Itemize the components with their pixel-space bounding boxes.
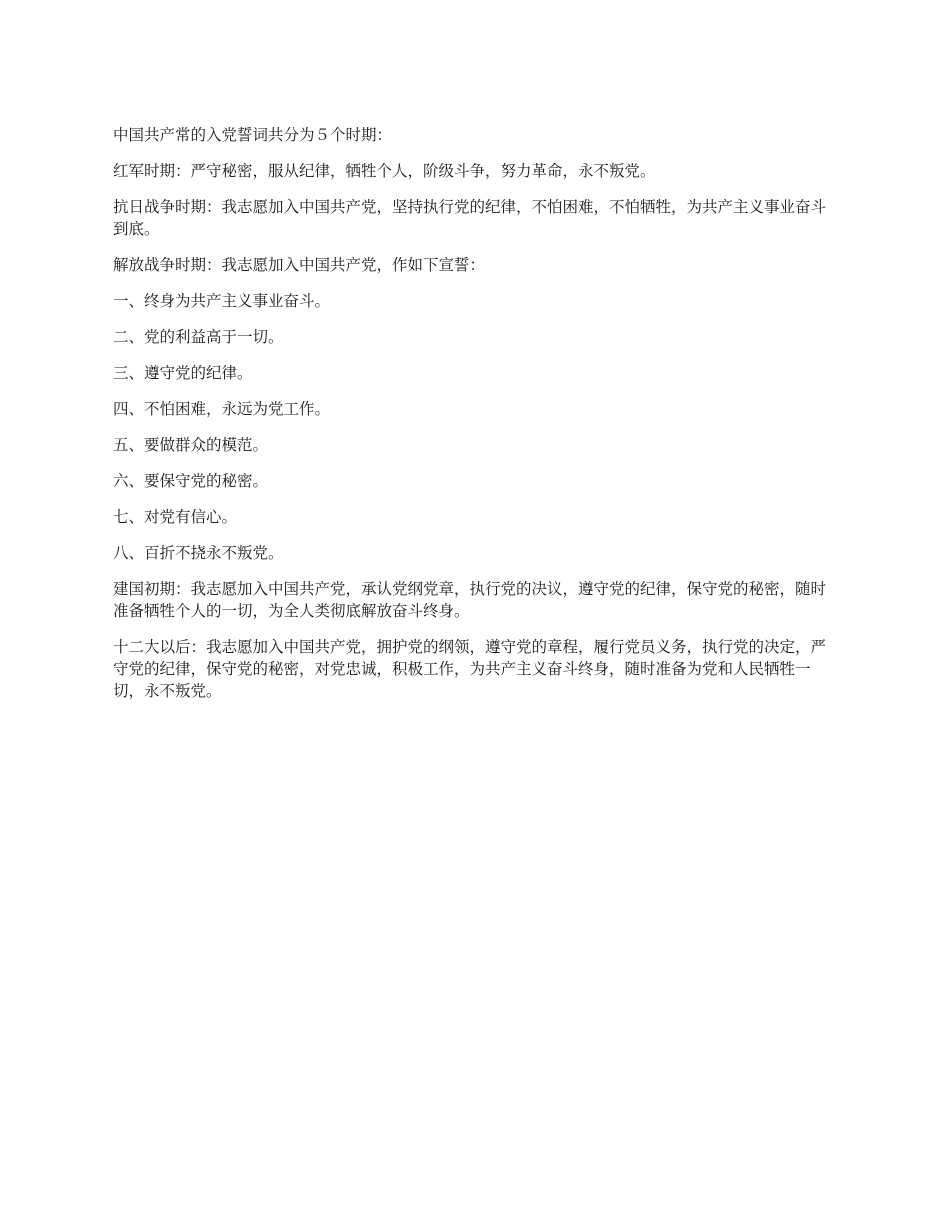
oath-item-7: 七、对党有信心。 [113,508,238,526]
liberation-war-oath-heading: 解放战争时期：我志愿加入中国共产党，作如下宣誓： [113,256,486,274]
document-page [113,124,840,716]
red-army-oath-paragraph: 红军时期：严守秘密，服从纪律，牺牲个人，阶级斗争，努力革命，永不叛党。 [113,162,656,180]
intro-paragraph: 中国共产常的入党誓词共分为５个时期： [113,126,393,144]
oath-item-4: 四、不怕困难，永远为党工作。 [113,400,331,418]
oath-item-5: 五、要做群众的模范。 [113,436,269,454]
early-prc-oath-paragraph: 建国初期：我志愿加入中国共产党，承认党纲党章，执行党的决议，遵守党的纪律，保守党的秘密，随时准备牺牲个人的一切，为全人类彻底解放奋斗终身。 [113,580,827,620]
oath-item-1: 一、终身为共产主义事业奋斗。 [113,292,331,310]
oath-item-2: 二、党的利益高于一切。 [113,328,284,346]
oath-item-6: 六、要保守党的秘密。 [113,472,269,490]
oath-item-3: 三、遵守党的纪律。 [113,364,253,382]
oath-item-8: 八、百折不挠永不叛党。 [113,544,284,562]
post-12th-congress-oath-paragraph: 十二大以后：我志愿加入中国共产党，拥护党的纲领，遵守党的章程，履行党员义务，执行党的决定，严守党的纪律，保守党的秘密，对党忠诚，积极工作，为共产主义奋斗终身，随时准备为党和人民牺牲一切，永不叛党。 [113,638,827,700]
anti-japanese-war-oath-paragraph: 抗日战争时期：我志愿加入中国共产党，坚持执行党的纪律，不怕困难，不怕牺牲，为共产主义事业奋斗到底。 [113,198,827,238]
